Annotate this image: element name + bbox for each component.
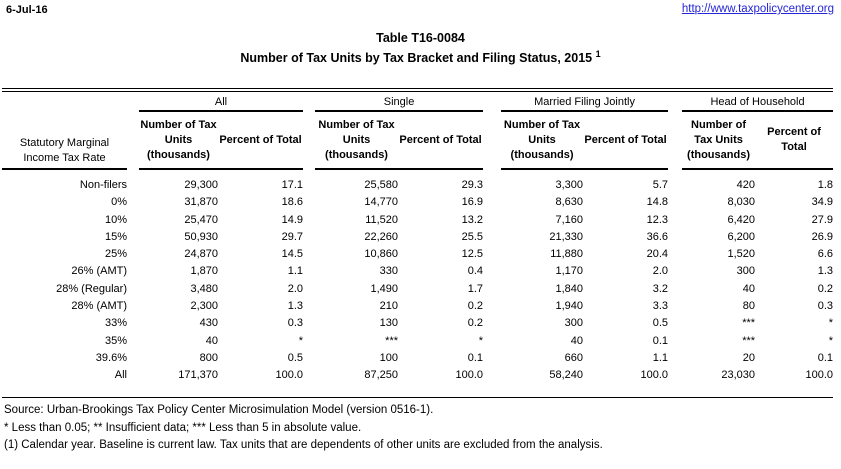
table-row xyxy=(2,229,833,246)
column-gap xyxy=(127,298,139,315)
cell-value: 330 xyxy=(379,265,399,278)
table-row xyxy=(2,315,833,332)
column-gap xyxy=(127,194,139,211)
col-header-percent: Percent of Total xyxy=(218,111,303,169)
column-gap xyxy=(668,111,682,169)
cell-value: 14.9 xyxy=(281,213,304,226)
column-gap xyxy=(483,169,501,194)
table-row xyxy=(2,298,833,315)
group-header-all: All xyxy=(139,92,303,111)
subtitle-text: Number of Tax Units by Tax Bracket and Filing Status, 2015 xyxy=(240,51,593,66)
cell-value: 430 xyxy=(199,317,218,330)
col-header-number: Number of Tax Units (thousands) xyxy=(315,111,398,169)
cell-value: 3.3 xyxy=(652,300,669,313)
col-header-percent: Percent of Total xyxy=(398,111,483,169)
footnote-1: (1) Calendar year. Baseline is current law. Tax units that are dependents of other units are excluded from the analysis. xyxy=(4,439,603,452)
cell-value: 18.6 xyxy=(281,196,304,209)
cell-value: 6,420 xyxy=(727,213,756,226)
column-gap xyxy=(668,194,682,211)
column-gap xyxy=(483,194,501,211)
column-gap xyxy=(483,315,501,332)
cell-value: 800 xyxy=(199,351,218,364)
cell-value: 0.5 xyxy=(287,351,304,364)
cell-value: 2.0 xyxy=(287,282,304,295)
column-gap xyxy=(668,281,682,298)
cell-value: 40 xyxy=(570,334,584,347)
cell-value: 0.1 xyxy=(652,334,669,347)
cell-value: 171,370 xyxy=(178,369,218,382)
table-body xyxy=(2,169,833,385)
table-row xyxy=(2,212,833,229)
column-gap xyxy=(303,350,315,367)
cell-value: 24,870 xyxy=(184,248,218,261)
column-gap xyxy=(127,92,139,111)
column-gap xyxy=(483,246,501,263)
tax-units-table xyxy=(2,92,833,385)
column-gap xyxy=(668,350,682,367)
cell-value: *** xyxy=(742,317,756,330)
cell-value: 3,300 xyxy=(555,179,584,191)
cell-value: 20.4 xyxy=(646,248,669,261)
column-gap xyxy=(483,333,501,350)
cell-value: 11,520 xyxy=(365,213,399,226)
column-gap xyxy=(303,246,315,263)
column-gap xyxy=(127,333,139,350)
cell-value: 6,200 xyxy=(727,230,756,243)
column-gap xyxy=(668,169,682,194)
table-row xyxy=(2,333,833,350)
table-row xyxy=(2,350,833,367)
row-label: 33% xyxy=(104,317,127,330)
cell-value: 0.1 xyxy=(817,351,834,364)
cell-value: 1,870 xyxy=(190,265,218,278)
column-gap xyxy=(668,263,682,280)
cell-value: 25.5 xyxy=(461,230,484,243)
cell-value: 27.9 xyxy=(811,213,834,226)
col-header-number: Number of Tax Units (thousands) xyxy=(682,111,755,169)
row-label: Non-filers xyxy=(79,179,127,191)
column-gap xyxy=(668,298,682,315)
cell-value: 2.0 xyxy=(652,265,669,278)
cell-value: 1.1 xyxy=(287,265,304,278)
column-gap xyxy=(127,212,139,229)
cell-value: 0.3 xyxy=(287,317,304,330)
column-gap xyxy=(127,246,139,263)
column-gap xyxy=(127,263,139,280)
group-header-single: Single xyxy=(315,92,483,111)
cell-value: 20 xyxy=(742,351,756,364)
cell-value: 8,630 xyxy=(555,196,584,209)
column-gap xyxy=(483,229,501,246)
column-gap xyxy=(127,315,139,332)
cell-value: 1,940 xyxy=(555,300,584,313)
cell-value: 29.7 xyxy=(281,230,304,243)
row-label: 26% (AMT) xyxy=(71,265,127,278)
cell-value: 80 xyxy=(742,300,756,313)
column-gap xyxy=(303,263,315,280)
cell-value: 100.0 xyxy=(640,369,669,382)
column-gap xyxy=(483,350,501,367)
cell-value: *** xyxy=(742,334,756,347)
cell-value: 420 xyxy=(736,179,756,191)
page-subtitle xyxy=(0,49,841,65)
cell-value: 3.2 xyxy=(652,282,669,295)
cell-value: 0.2 xyxy=(467,300,484,313)
column-gap xyxy=(668,212,682,229)
website-link[interactable]: http://www.taxpolicycenter.org xyxy=(681,3,834,15)
cell-value: 210 xyxy=(379,300,399,313)
row-header-cell: Statutory Marginal Income Tax Rate xyxy=(2,92,127,169)
cell-value: 14,770 xyxy=(364,196,399,209)
row-label: 35% xyxy=(104,334,127,347)
cell-value: 100.0 xyxy=(805,369,834,382)
symbols-note: * Less than 0.05; ** Insufficient data; *** Less than 5 in absolute value. xyxy=(4,421,362,434)
cell-value: 0.2 xyxy=(817,282,834,295)
cell-value: 31,870 xyxy=(184,196,218,209)
column-gap xyxy=(303,111,315,169)
column-gap xyxy=(483,298,501,315)
column-gap xyxy=(303,298,315,315)
cell-value: 11,880 xyxy=(550,248,584,261)
column-gap xyxy=(127,367,139,384)
row-label: All xyxy=(114,369,127,382)
cell-value: 40 xyxy=(742,282,756,295)
table-row xyxy=(2,169,833,194)
cell-value: 29.3 xyxy=(461,179,484,191)
cell-value: 1.3 xyxy=(817,265,834,278)
cell-value: 26.9 xyxy=(811,230,834,243)
cell-value: 100.0 xyxy=(455,369,484,382)
cell-value: 1.3 xyxy=(287,300,304,313)
table-row xyxy=(2,281,833,298)
cell-value: 1.8 xyxy=(817,179,834,191)
column-gap xyxy=(483,367,501,384)
col-header-number: Number of Tax Units (thousands) xyxy=(139,111,218,169)
column-gap xyxy=(668,315,682,332)
cell-value: 36.6 xyxy=(646,230,669,243)
source-note: Source: Urban-Brookings Tax Policy Center Microsimulation Model (version 0516-1). xyxy=(4,404,434,416)
column-gap xyxy=(483,263,501,280)
table-row xyxy=(2,194,833,211)
column-gap xyxy=(668,333,682,350)
cell-value: 14.8 xyxy=(646,196,669,209)
group-header-row xyxy=(2,92,833,111)
cell-value: 0.1 xyxy=(467,351,484,364)
column-header-row xyxy=(2,111,833,169)
column-gap xyxy=(127,350,139,367)
col-header-percent: Percent of Total xyxy=(583,111,668,169)
cell-value: * xyxy=(828,317,834,330)
row-label: 10% xyxy=(104,213,127,226)
cell-value: 3,480 xyxy=(190,282,218,295)
footnotes xyxy=(4,402,603,455)
cell-value: 1,840 xyxy=(555,282,584,295)
cell-value: 6.6 xyxy=(817,248,834,261)
cell-value: 2,300 xyxy=(190,300,218,313)
cell-value: 5.7 xyxy=(652,179,669,191)
cell-value: 12.3 xyxy=(646,213,669,226)
column-gap xyxy=(668,92,682,111)
row-label: 15% xyxy=(104,230,127,243)
cell-value: 1.1 xyxy=(652,351,669,364)
date-label: 6-Jul-16 xyxy=(6,4,48,16)
row-label: 28% (AMT) xyxy=(71,300,127,313)
cell-value: 7,160 xyxy=(555,213,584,226)
cell-value: 40 xyxy=(205,334,218,347)
cell-value: * xyxy=(298,334,304,347)
cell-value: 10,860 xyxy=(364,248,399,261)
column-gap xyxy=(668,367,682,384)
table-row xyxy=(2,246,833,263)
column-gap xyxy=(127,229,139,246)
cell-value: 25,580 xyxy=(364,179,399,191)
cell-value: 0.3 xyxy=(817,300,834,313)
cell-value: 29,300 xyxy=(184,179,218,191)
column-gap xyxy=(483,212,501,229)
cell-value: 34.9 xyxy=(811,196,834,209)
column-gap xyxy=(668,246,682,263)
column-gap xyxy=(303,194,315,211)
row-label: 39.6% xyxy=(95,351,127,364)
page-title: Table T16-0084 xyxy=(376,31,465,45)
column-gap xyxy=(303,212,315,229)
column-gap xyxy=(303,229,315,246)
column-gap xyxy=(483,111,501,169)
col-header-percent: Percent of Total xyxy=(755,111,833,169)
group-header-married: Married Filing Jointly xyxy=(501,92,668,111)
cell-value: 300 xyxy=(736,265,756,278)
column-gap xyxy=(303,281,315,298)
column-gap xyxy=(303,367,315,384)
cell-value: 13.2 xyxy=(461,213,484,226)
table-bottom-rule xyxy=(2,397,833,398)
cell-value: 100 xyxy=(379,351,399,364)
cell-value: 23,030 xyxy=(721,369,756,382)
column-gap xyxy=(483,92,501,111)
cell-value: 8,030 xyxy=(727,196,756,209)
row-label: 28% (Regular) xyxy=(56,282,127,295)
cell-value: 1,170 xyxy=(555,265,584,278)
cell-value: 0.4 xyxy=(467,265,484,278)
cell-value: 25,470 xyxy=(184,213,218,226)
cell-value: 300 xyxy=(564,317,584,330)
cell-value: * xyxy=(828,334,834,347)
cell-value: 58,240 xyxy=(549,369,584,382)
cell-value: 1,490 xyxy=(370,282,399,295)
column-gap xyxy=(303,333,315,350)
table-row xyxy=(2,367,833,384)
column-gap xyxy=(483,281,501,298)
column-gap xyxy=(127,281,139,298)
cell-value: 130 xyxy=(379,317,399,330)
cell-value: 12.5 xyxy=(461,248,484,261)
cell-value: 660 xyxy=(564,351,584,364)
cell-value: 1.7 xyxy=(467,282,484,295)
cell-value: * xyxy=(478,334,484,347)
cell-value: 22,260 xyxy=(364,230,399,243)
cell-value: 21,330 xyxy=(549,230,584,243)
cell-value: 1,520 xyxy=(727,248,756,261)
column-gap xyxy=(668,229,682,246)
cell-value: 0.2 xyxy=(467,317,484,330)
row-label: 0% xyxy=(111,196,127,209)
footnote-marker: 1 xyxy=(595,49,601,59)
column-gap xyxy=(303,315,315,332)
row-label: 25% xyxy=(104,248,127,261)
table-row xyxy=(2,263,833,280)
cell-value: 17.1 xyxy=(281,179,304,191)
cell-value: 87,250 xyxy=(364,369,399,382)
column-gap xyxy=(303,169,315,194)
group-header-hoh: Head of Household xyxy=(682,92,833,111)
cell-value: 50,930 xyxy=(184,230,218,243)
column-gap xyxy=(303,92,315,111)
cell-value: 0.5 xyxy=(652,317,669,330)
cell-value: *** xyxy=(385,334,399,347)
cell-value: 14.5 xyxy=(281,248,304,261)
column-gap xyxy=(127,111,139,169)
cell-value: 100.0 xyxy=(275,369,304,382)
column-gap xyxy=(127,169,139,194)
col-header-number: Number of Tax Units (thousands) xyxy=(501,111,583,169)
cell-value: 16.9 xyxy=(461,196,484,209)
